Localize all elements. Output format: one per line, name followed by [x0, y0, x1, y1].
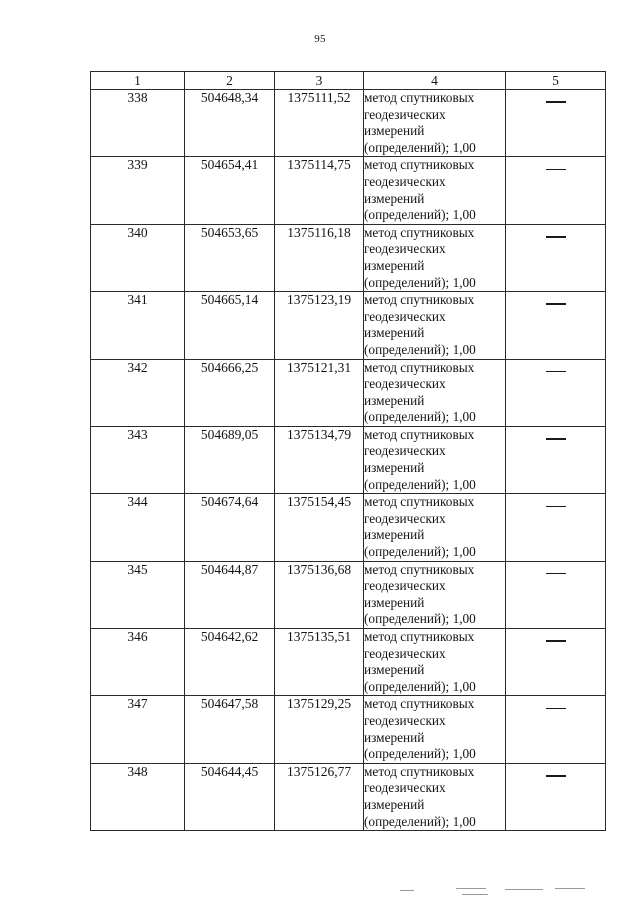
point-number: 347 [91, 696, 185, 763]
coordinate-y: 1375111,52 [275, 90, 364, 157]
scan-artifacts [0, 884, 640, 904]
header-row [91, 72, 606, 90]
table-row [91, 561, 606, 628]
method-description: метод спутниковых геодезических измерений (определений); 1,00 [364, 629, 506, 696]
table-row [91, 494, 606, 561]
note-cell [506, 561, 606, 628]
table-header [91, 72, 606, 90]
point-number: 342 [91, 359, 185, 426]
note-cell [506, 494, 606, 561]
table-row [91, 224, 606, 291]
coordinate-x: 504689,05 [185, 426, 275, 493]
table-row [91, 359, 606, 426]
dash-mark [546, 640, 566, 642]
method-description: метод спутниковых геодезических измерений (определений); 1,00 [364, 292, 506, 359]
dash-mark [546, 101, 566, 103]
coordinate-y: 1375116,18 [275, 224, 364, 291]
coordinate-y: 1375121,31 [275, 359, 364, 426]
method-description: метод спутниковых геодезических измерений (определений); 1,00 [364, 494, 506, 561]
point-number: 340 [91, 224, 185, 291]
coordinate-x: 504654,41 [185, 157, 275, 224]
point-number: 338 [91, 90, 185, 157]
dash-mark [546, 438, 566, 440]
note-cell [506, 696, 606, 763]
coordinate-x: 504665,14 [185, 292, 275, 359]
header-col-3: 3 [275, 72, 364, 90]
dash-mark [546, 303, 566, 305]
method-description: метод спутниковых геодезических измерений (определений); 1,00 [364, 763, 506, 830]
scan-mark [555, 888, 585, 889]
coordinate-y: 1375134,79 [275, 426, 364, 493]
header-col-1: 1 [91, 72, 185, 90]
method-description: метод спутниковых геодезических измерений (определений); 1,00 [364, 696, 506, 763]
note-cell [506, 763, 606, 830]
note-cell [506, 426, 606, 493]
table-row [91, 426, 606, 493]
note-cell [506, 157, 606, 224]
dash-mark [546, 573, 566, 575]
scan-mark [400, 890, 414, 891]
table-row [91, 157, 606, 224]
method-description: метод спутниковых геодезических измерений (определений); 1,00 [364, 561, 506, 628]
method-description: метод спутниковых геодезических измерений (определений); 1,00 [364, 426, 506, 493]
point-number: 341 [91, 292, 185, 359]
coordinate-x: 504674,64 [185, 494, 275, 561]
coordinate-y: 1375126,77 [275, 763, 364, 830]
note-cell [506, 359, 606, 426]
table-row [91, 763, 606, 830]
coordinate-x: 504642,62 [185, 629, 275, 696]
coordinate-y: 1375154,45 [275, 494, 364, 561]
dash-mark [546, 506, 566, 508]
dash-mark [546, 169, 566, 171]
note-cell [506, 90, 606, 157]
point-number: 345 [91, 561, 185, 628]
point-number: 348 [91, 763, 185, 830]
point-number: 346 [91, 629, 185, 696]
coordinate-y: 1375129,25 [275, 696, 364, 763]
page-number: 95 [314, 33, 326, 45]
header-col-2: 2 [185, 72, 275, 90]
header-col-5: 5 [506, 72, 606, 90]
note-cell [506, 224, 606, 291]
note-cell [506, 629, 606, 696]
table-row [91, 292, 606, 359]
dash-mark [546, 775, 566, 777]
dash-mark [546, 236, 566, 238]
coordinates-table [90, 71, 606, 831]
table-row [91, 696, 606, 763]
table-row [91, 90, 606, 157]
dash-mark [546, 708, 566, 710]
method-description: метод спутниковых геодезических измерений (определений); 1,00 [364, 90, 506, 157]
scan-mark [505, 889, 543, 890]
method-description: метод спутниковых геодезических измерений (определений); 1,00 [364, 224, 506, 291]
note-cell [506, 292, 606, 359]
method-description: метод спутниковых геодезических измерений (определений); 1,00 [364, 359, 506, 426]
table-row [91, 629, 606, 696]
coordinate-y: 1375114,75 [275, 157, 364, 224]
point-number: 343 [91, 426, 185, 493]
coordinate-y: 1375123,19 [275, 292, 364, 359]
dash-mark [546, 371, 566, 373]
coordinate-x: 504647,58 [185, 696, 275, 763]
scan-mark [462, 894, 488, 895]
coordinate-x: 504648,34 [185, 90, 275, 157]
coordinate-x: 504644,87 [185, 561, 275, 628]
table-body [91, 90, 606, 831]
scan-mark [456, 888, 486, 889]
coordinate-y: 1375135,51 [275, 629, 364, 696]
coordinate-x: 504653,65 [185, 224, 275, 291]
point-number: 339 [91, 157, 185, 224]
coordinate-x: 504666,25 [185, 359, 275, 426]
header-col-4: 4 [364, 72, 506, 90]
point-number: 344 [91, 494, 185, 561]
coordinate-y: 1375136,68 [275, 561, 364, 628]
coordinate-x: 504644,45 [185, 763, 275, 830]
method-description: метод спутниковых геодезических измерений (определений); 1,00 [364, 157, 506, 224]
